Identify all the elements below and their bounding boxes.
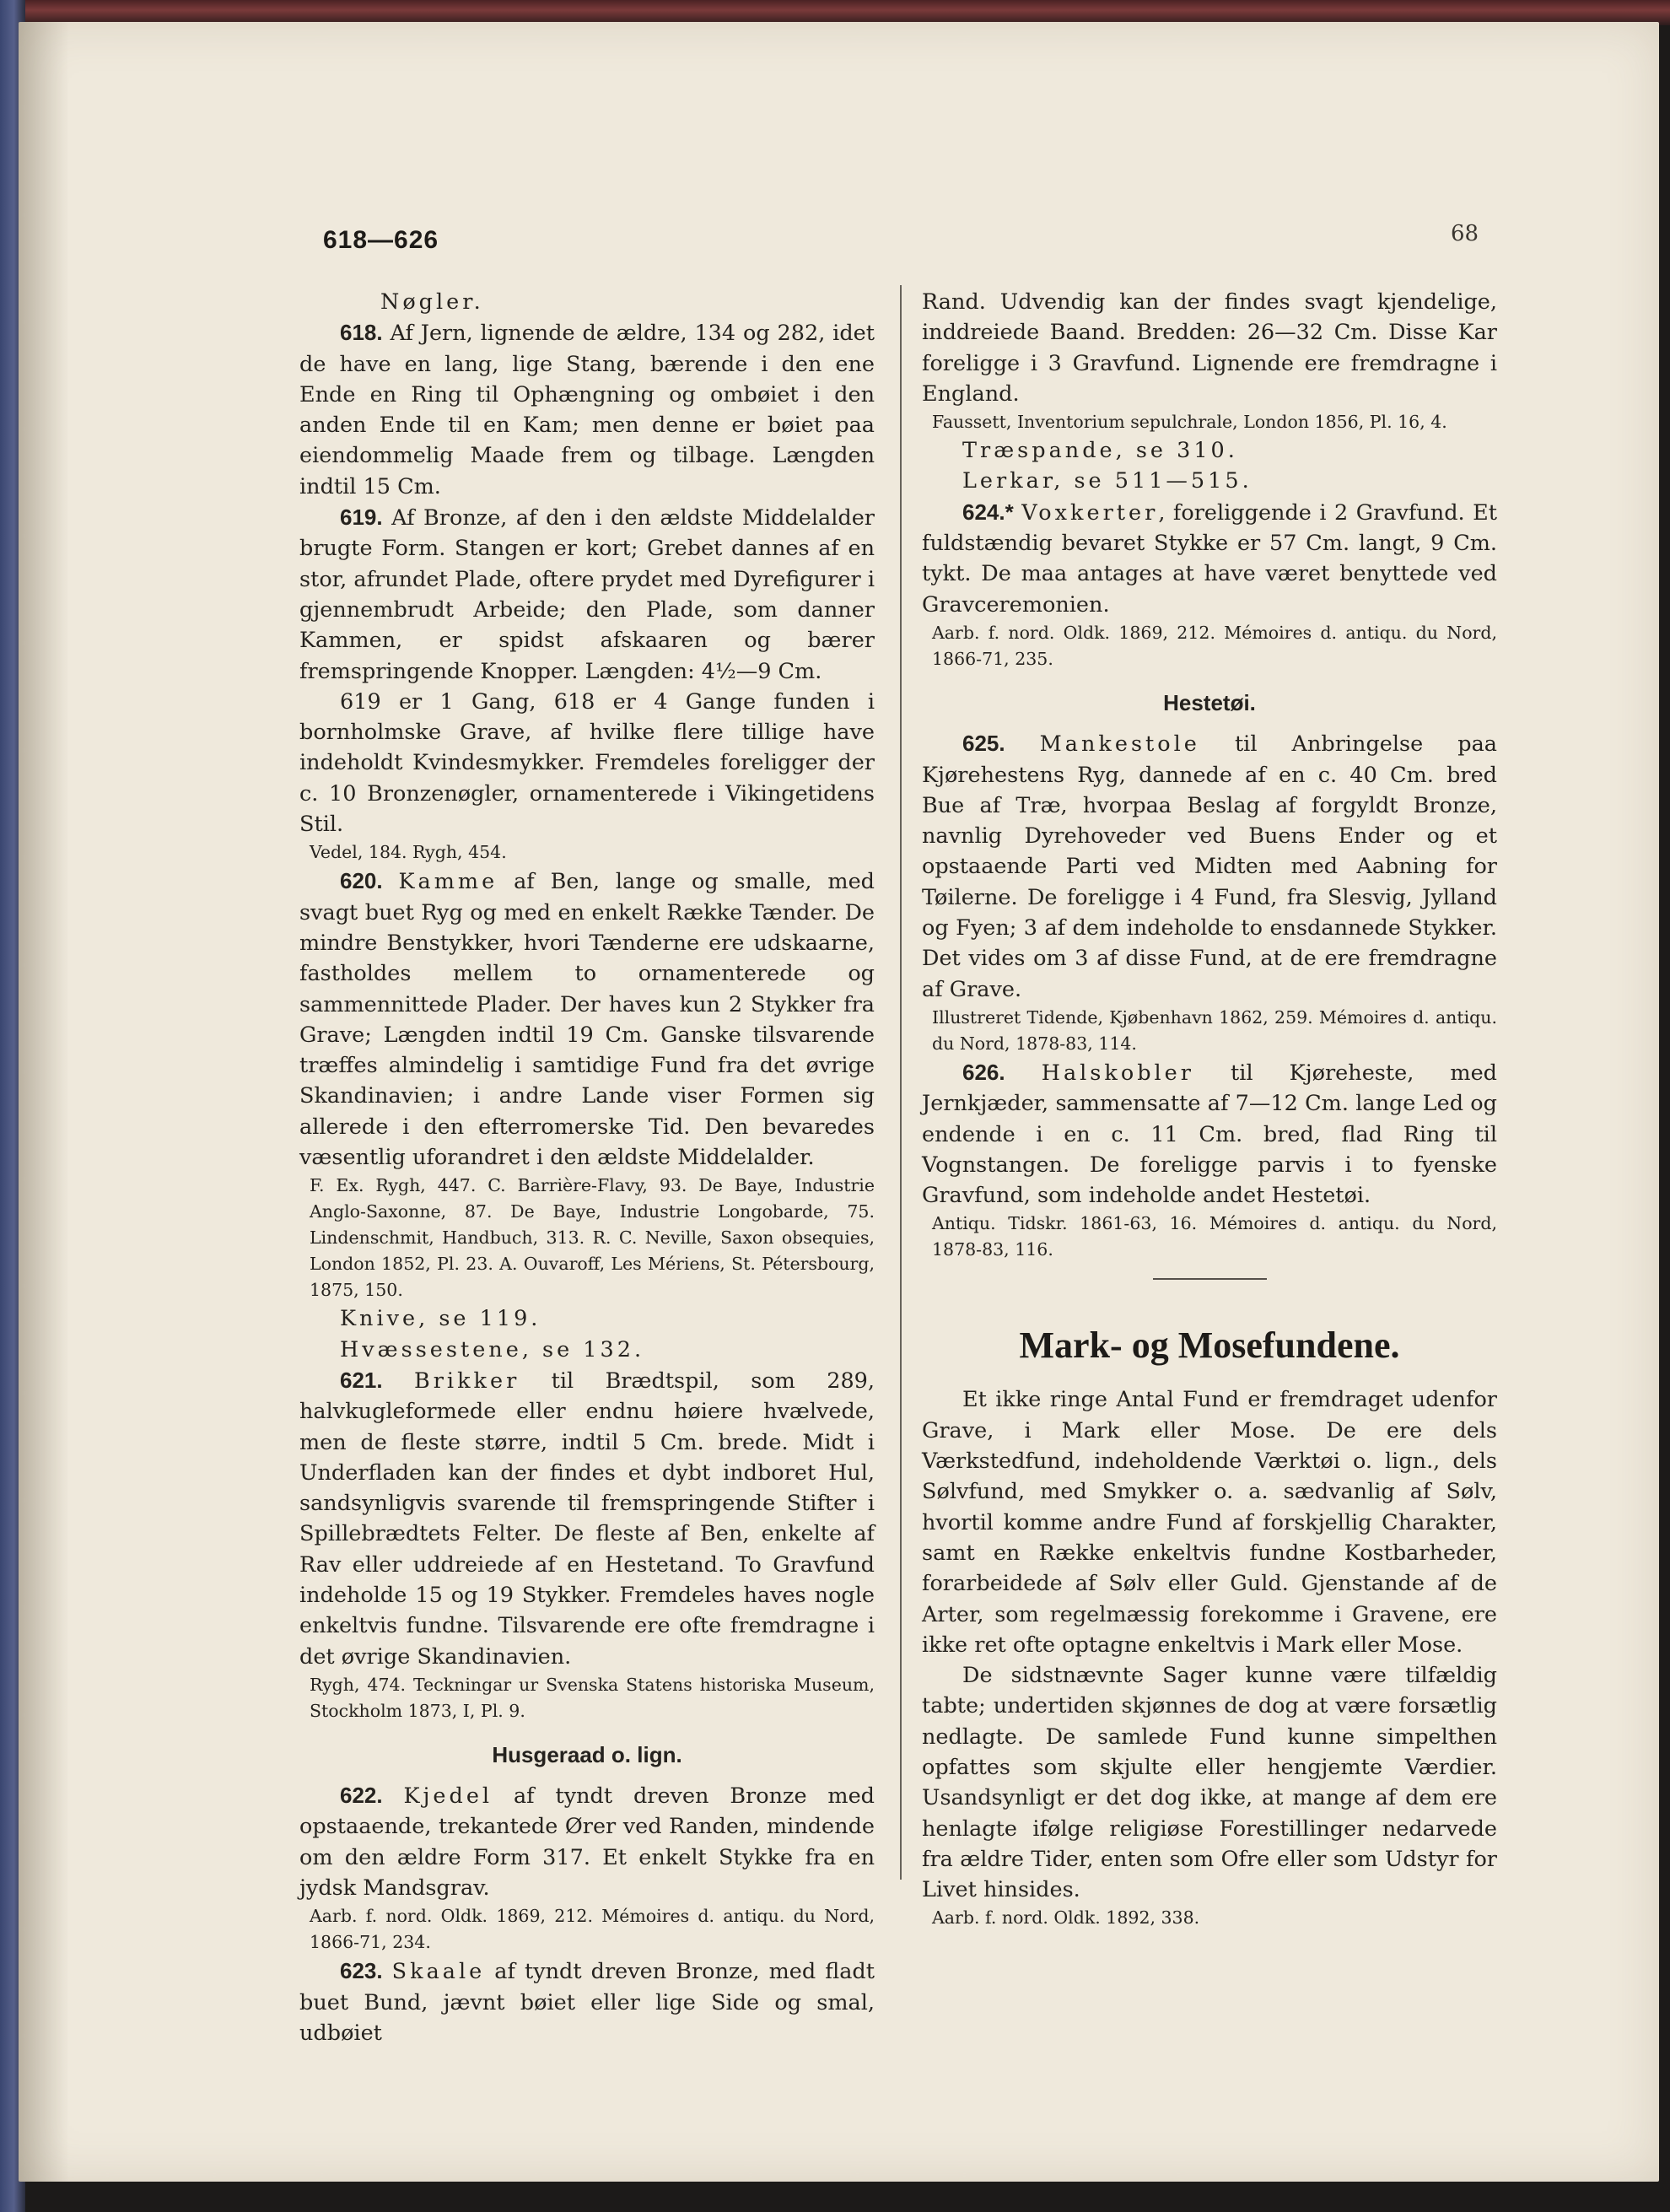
entry-622: 622. Kjedel af tyndt dreven Bronze med opstaaende, trekantede Ører ved Randen, mindende om den ældre Form 317. Et enkelt Stykke fra en jydsk Mandsgrav. [299,1783,875,1902]
section-hestetoi: Hestetøi. [1163,689,1256,715]
section-title-mark-og-mosefundene: Mark- og Mosefundene. [1019,1325,1400,1367]
right-column [922,287,1497,1931]
column-divider [900,285,902,1880]
paragraph-mark-1: Et ikke ringe Antal Fund er fremdraget udenfor Grave, i Mark eller Mose. De ere dels Værkstedfund, indeholdende Værktøi o. lign., dels Sølvfund, med Smykker o. a. sædvanlig af Sølv, hvortil komme andre Fund af forskjellig Charakter, samt en Række enkeltvis fundne Kostbarheder, forarbeidede af Sølv eller Guld. Gjenstande af de Arter, som regelmæssig forekomme i Gravene, ere ikke ret ofte optagne enkeltvis i Mark eller Mose. [922,1387,1497,1658]
entry-619: 619. Af Bronze, af den i den ældste Middelalder brugte Form. Stangen er kort; Grebet dannes af en stor, afrundet Plade, oftere prydet med Dyrefigurer i gjennembrudt Arbeide; den Plade, som danner Kammen, er spidst afskaaren og bærer fremspringende Knopper. Længden: 4½—9 Cm. [299,504,875,684]
reference-mark: Aarb. f. nord. Oldk. 1892, 338. [932,1907,1200,1929]
entry-626: 626. Halskobler til Kjøreheste, med Jernkjæder, sammensatte af 7—12 Cm. lange Led og endende i en c. 11 Cm. bred, flad Ring til Vognstangen. De foreligge parvis i to fyenske Gravfund, som indeholde andet Hestetøi. [922,1059,1497,1209]
reference-626: Antiqu. Tidskr. 1861-63, 16. Mémoires d. antiqu. du Nord, 1878-83, 116. [932,1213,1497,1260]
reference-624: Aarb. f. nord. Oldk. 1869, 212. Mémoires d. antiqu. du Nord, 1866-71, 235. [932,622,1497,669]
paragraph-mark-2: De sidstnævnte Sager kunne være tilfældig tabte; undertiden skjønnes de dog at være forsætlig nedlagte. De samlede Fund kunne simpelthen opfattes som skjulte eller hengjemte Værdier. Usandsynligt er det dog ikke, at mange af dem ere henlagte ifølge religiøse Forestillinger nedarvede fra ældre Tider, enten som Ofre eller som Udstyr for Livet hinsides. [922,1663,1497,1903]
section-husgeraad: Husgeraad o. lign. [492,1741,682,1767]
section-rule [1153,1278,1267,1280]
entry-623: 623. Skaale af tyndt dreven Bronze, med fladt buet Bund, jævnt bøiet eller lige Side og smal, udbøiet [299,1958,875,2046]
entry-625: 625. Mankestole til Anbringelse paa Kjørehestens Ryg, dannede af en c. 40 Cm. bred Bue af Træ, hvorpaa Beslag af forgyldt Bronze, navnlig Dyrehoveder ved Buens Ender og et opstaaende Parti ved Midten med Aabning for Tøilerne. De foreligge i 4 Fund, fra Slesvig, Jylland og Fyen; 3 af dem indeholde to ensdannede Stykker. Det vides om 3 af disse Fund, at de ere fremdragne af Grave. [922,731,1497,1002]
entry-623-continued: Rand. Udvendig kan der findes svagt kjendelige, inddreiede Baand. Bredden: 26—32 Cm. Disse Kar foreligge i 3 Gravfund. Lignende ere fremdragne i England. [922,289,1497,407]
crossref-lerkar: Lerkar, se 511—515. [962,468,1252,494]
entry-618: 618. Af Jern, lignende de ældre, 134 og 282, idet de have en lang, lige Stang, bærende i den ene Ende en Ring til Ophængning og ombøiet i den anden Ende til en Kam; men denne er bøiet paa eiendommelig Maade frem og tilbage. Længden indtil 15 Cm. [299,320,875,499]
reference-619: Vedel, 184. Rygh, 454. [310,842,507,863]
crossref-knive: Knive, se 119. [340,1306,541,1332]
crossref-hvaessestene: Hvæssestene, se 132. [340,1336,645,1362]
crossref-traespande: Træspande, se 310. [962,438,1238,464]
reference-622: Aarb. f. nord. Oldk. 1869, 212. Mémoires d. antiqu. du Nord, 1866-71, 234. [310,1906,875,1953]
entry-624: 624.* Voxkerter, foreliggende i 2 Gravfund. Et fuldstændig bevaret Stykke er 57 Cm. langt, 9 Cm. tykt. De maa antages at have været benyttede ved Gravceremonien. [922,499,1497,618]
reference-620: F. Ex. Rygh, 447. C. Barrière-Flavy, 93. De Baye, Industrie Anglo-Saxonne, 87. De Baye, Industrie Longobarde, 75. Lindenschmit, Handbuch, 313. R. C. Neville, Saxon obsequies, London 1852, Pl. 23. A. Ouvaroff, Les Mériens, St. Pétersbourg, 1875, 150. [310,1175,875,1301]
paragraph-619-note: 619 er 1 Gang, 618 er 4 Gange funden i bornholmske Grave, af hvilke flere tillige have indeholdt Kvindesmykker. Fremdeles foreligger der c. 10 Bronzenøgler, ornamenterede i Vikingetidens Stil. [299,688,875,838]
reference-623: Faussett, Inventorium sepulchrale, London 1856, Pl. 16, 4. [932,412,1447,433]
entry-621: 621. Brikker til Brædtspil, som 289, halvkugleformede eller endnu høiere hvælvede, men de fleste større, indtil 5 Cm. brede. Midt i Underfladen kan der findes et dybt indboret Hul, sandsynligvis svarende til fremspringende Stifter i Spillebrædtets Felter. De fleste af Ben, enkelte af Rav eller uddreiede af en Hestetand. To Gravfund indeholde 15 og 19 Stykker. Fremdeles haves nogle enkeltvis fundne. Tilsvarende ere ofte fremdragne i det øvrige Skandinavien. [299,1367,875,1670]
reference-625: Illustreret Tidende, Kjøbenhavn 1862, 259. Mémoires d. antiqu. du Nord, 1878-83, 114. [932,1006,1497,1054]
entry-620: 620. Kamme af Ben, lange og smalle, med svagt buet Ryg og med en enkelt Række Tænder. De mindre Benstykker, hvori Tænderne ere udskaarne, fastholdes mellem to ornamenterede og sammennittede Plader. Der haves kun 2 Stykker fra Grave; Længden indtil 19 Cm. Ganske tilsvarende træffes almindelig i samtidige Fund fra det øvrige Skandinavien; i andre Lande viser Formen sig allerede i den efterromerske Tid. Den bevaredes væsentlig uforandret i den ældste Middelalder. [299,868,875,1171]
reference-621: Rygh, 474. Teckningar ur Svenska Statens historiska Museum, Stockholm 1873, I, Pl. 9. [310,1674,875,1721]
left-column [299,287,875,2048]
entry-heading-nogler: Nøgler. [380,289,484,315]
page-number: 68 [1451,221,1479,246]
page-range-header: 618—626 [323,226,439,254]
